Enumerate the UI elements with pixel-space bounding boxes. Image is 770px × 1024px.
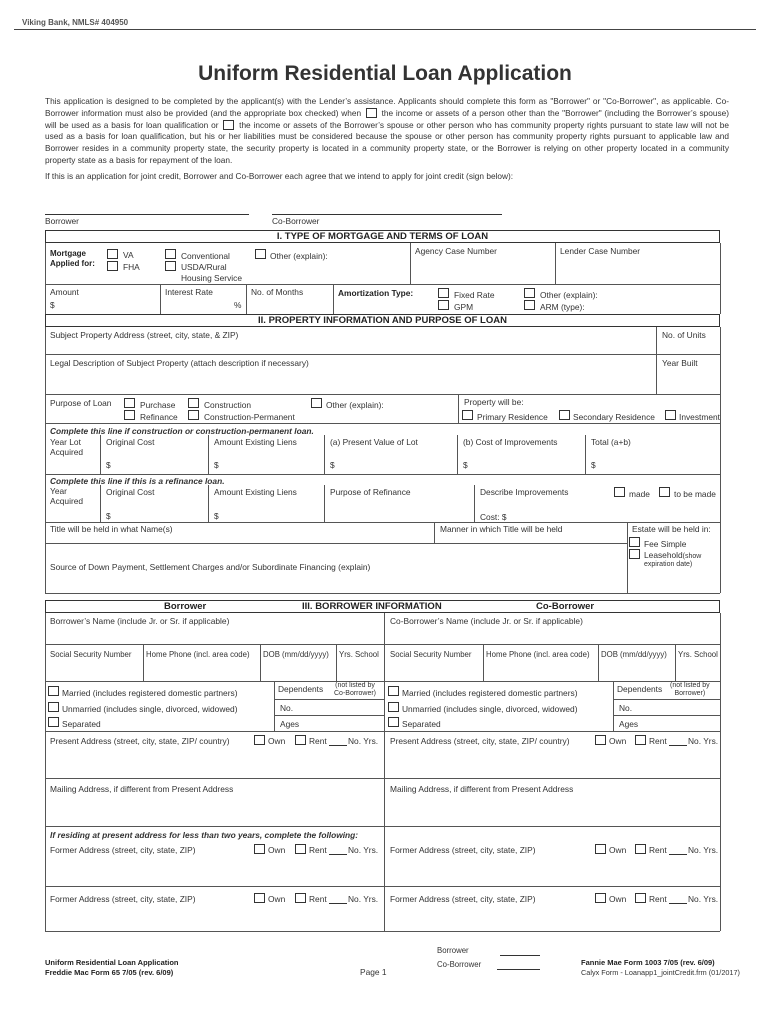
borrower-former-2-rent-label: Rent: [309, 894, 327, 904]
divider: [555, 243, 556, 284]
borrower-former-2-years-line[interactable]: [329, 903, 347, 904]
investment-checkbox[interactable]: [665, 410, 676, 420]
borrower-not-listed-note: [334, 682, 376, 698]
divider: [598, 644, 599, 681]
income-spouse-checkbox[interactable]: [223, 120, 234, 130]
coborrower-former-1-own-label: Own: [609, 845, 627, 855]
leasehold-checkbox[interactable]: [629, 549, 640, 559]
section-1-header: I. TYPE OF MORTGAGE AND TERMS OF LOAN: [45, 230, 720, 243]
divider: [434, 522, 435, 543]
refi-original-cost-label: Original Cost: [106, 487, 155, 497]
divider: [45, 522, 720, 523]
divider: [458, 394, 459, 423]
borrower-unmarried-label: Unmarried (includes single, divorced, widowed): [62, 704, 238, 714]
borrower-ssn-label: Social Security Number: [50, 650, 132, 659]
section-2-header: II. PROPERTY INFORMATION AND PURPOSE OF LOAN: [45, 314, 720, 327]
fee-simple-checkbox[interactable]: [629, 537, 640, 547]
divider: [45, 778, 720, 779]
section-3-coborrower-label: Co-Borrower: [536, 601, 595, 612]
coborrower-married-checkbox[interactable]: [388, 686, 399, 696]
investment-label: Investment: [679, 412, 720, 422]
year-lot-label: [50, 437, 83, 457]
usda-checkbox[interactable]: [165, 261, 176, 271]
made-checkbox[interactable]: [614, 487, 625, 497]
arm-label: ARM (type):: [540, 302, 585, 312]
refinance-note: Complete this line if this is a refinance loan.: [50, 476, 225, 486]
year-acquired-line1: Year: [50, 486, 67, 496]
primary-residence-label: Primary Residence: [477, 412, 548, 422]
divider: [720, 613, 721, 931]
mortgage-other-checkbox[interactable]: [255, 249, 266, 259]
coborrower-former-1-years-line[interactable]: [669, 854, 687, 855]
borrower-signature-line[interactable]: [45, 214, 249, 215]
amort-other-label: Other (explain):: [540, 290, 598, 300]
divider: [45, 394, 720, 395]
divider: [45, 731, 720, 732]
refi-existing-liens-dollar[interactable]: $: [214, 511, 219, 521]
coborrower-present-address-label: Present Address (street, city, state, ZIP/ country): [390, 736, 570, 746]
year-lot-line1: Year Lot: [50, 437, 81, 447]
borrower-not-listed-line2: Co-Borrower): [334, 690, 377, 697]
units-label: No. of Units: [662, 330, 706, 340]
borrower-unmarried-checkbox[interactable]: [48, 702, 59, 712]
divider: [474, 485, 475, 522]
arm-checkbox[interactable]: [524, 300, 535, 310]
coborrower-signature-label: Co-Borrower: [272, 216, 320, 226]
purchase-checkbox[interactable]: [124, 398, 135, 408]
borrower-dob-label: DOB (mm/dd/yyyy): [263, 650, 329, 659]
divider: [45, 327, 46, 593]
coborrower-not-listed-line1: (not listed by: [670, 682, 710, 689]
to-be-made-checkbox[interactable]: [659, 487, 670, 497]
interest-rate-label: Interest Rate: [165, 287, 213, 297]
divider: [208, 485, 209, 522]
coborrower-own-checkbox[interactable]: [595, 735, 606, 745]
coborrower-dob-label: DOB (mm/dd/yyyy): [601, 650, 667, 659]
year-lot-line2: Acquired: [50, 447, 84, 457]
borrower-former-2-years-label: No. Yrs.: [348, 894, 379, 904]
year-acquired-line2: Acquired: [50, 496, 84, 506]
divider: [613, 699, 720, 700]
purchase-label: Purchase: [140, 400, 176, 410]
divider: [336, 644, 337, 681]
coborrower-former-2-own-label: Own: [609, 894, 627, 904]
divider: [274, 715, 384, 716]
amount-label: Amount: [50, 287, 79, 297]
coborrower-former-2-years-line[interactable]: [669, 903, 687, 904]
borrower-former-2-own-checkbox[interactable]: [254, 893, 265, 903]
improvements-cost-label[interactable]: Cost: $: [480, 512, 507, 522]
borrower-signature-label: Borrower: [45, 216, 79, 226]
footer-coborrower-initials-line[interactable]: [497, 969, 540, 970]
purpose-label: Purpose of Loan: [50, 398, 112, 408]
borrower-mailing-address-label: Mailing Address, if different from Present Address: [50, 784, 234, 794]
coborrower-former-1-rent-label: Rent: [649, 845, 667, 855]
coborrower-dependents-ages[interactable]: Ages: [619, 719, 639, 729]
divider: [260, 644, 261, 681]
leasehold-text: Leasehold: [644, 550, 683, 560]
divider: [627, 522, 628, 593]
borrower-own-checkbox[interactable]: [254, 735, 265, 745]
borrower-name-label: Borrower’s Name (include Jr. or Sr. if applicable): [50, 616, 230, 626]
borrower-married-label: Married (includes registered domestic partners): [62, 688, 238, 698]
present-value-dollar[interactable]: $: [330, 460, 335, 470]
footer-fannie-mae: Fannie Mae Form 1003 7/05 (rev. 6/09): [581, 958, 715, 967]
divider: [613, 681, 614, 731]
divider: [45, 423, 720, 424]
construction-label: Construction: [204, 400, 252, 410]
coborrower-former-1-years-label: No. Yrs.: [688, 845, 719, 855]
gpm-label: GPM: [454, 302, 474, 312]
borrower-not-listed-line1: (not listed by: [335, 682, 375, 689]
header-divider: [14, 29, 756, 30]
total-dollar[interactable]: $: [591, 460, 596, 470]
divider: [333, 284, 334, 314]
divider: [457, 435, 458, 475]
borrower-former-address-2-label: Former Address (street, city, state, ZIP): [50, 894, 196, 904]
footer-borrower-initials-label: Borrower: [437, 946, 469, 955]
divider: [160, 284, 161, 314]
divider: [45, 593, 720, 594]
divider: [45, 354, 720, 355]
divider: [720, 327, 721, 593]
divider: [656, 327, 657, 394]
coborrower-name-label: Co-Borrower’s Name (include Jr. or Sr. if applicable): [390, 616, 583, 626]
conventional-label: Conventional: [181, 251, 230, 261]
divider: [274, 699, 384, 700]
conventional-checkbox[interactable]: [165, 249, 176, 259]
borrower-separated-checkbox[interactable]: [48, 717, 59, 727]
mortgage-other-label: Other (explain):: [270, 251, 328, 261]
lender-case-label: Lender Case Number: [560, 246, 641, 256]
months-label: No. of Months: [251, 287, 304, 297]
fixed-rate-checkbox[interactable]: [438, 288, 449, 298]
borrower-dependents-no[interactable]: No.: [280, 703, 294, 713]
divider: [208, 435, 209, 475]
secondary-residence-label: Secondary Residence: [573, 412, 655, 422]
intro-text-1: This application is designed to be completed by the applicant(s) with the Lender’s assistance. Applicants should complete this form as "Borrower" or "Co-Borrower", as applicable. Co-Borrower information must also be provided (and the appropriate box checked) when: [45, 96, 729, 118]
intro-paragraph: [45, 96, 729, 167]
total-label: Total (a+b): [591, 437, 631, 447]
divider: [45, 613, 46, 931]
coborrower-dependents-label: Dependents: [617, 684, 663, 694]
coborrower-former-1-rent-checkbox[interactable]: [635, 844, 646, 854]
purpose-refinance-label: Purpose of Refinance: [330, 487, 411, 497]
footer-form-name: Uniform Residential Loan Application: [45, 958, 179, 967]
cost-improvements-dollar[interactable]: $: [463, 460, 468, 470]
coborrower-former-address-1-label: Former Address (street, city, state, ZIP): [390, 845, 536, 855]
divider: [384, 613, 385, 931]
divider: [720, 243, 721, 314]
refi-original-cost-dollar[interactable]: $: [106, 511, 111, 521]
refi-existing-liens-label: Amount Existing Liens: [214, 487, 297, 497]
borrower-former-1-rent-checkbox[interactable]: [295, 844, 306, 854]
intro-text-2: the income or assets of a person other than the "Borrower" (including the Borrower’s spouse) will be used as a basis for loan qualification or: [45, 107, 730, 130]
footer-calyx-form: Calyx Form - Loanapp1_jointCredit.frm (01/2017): [581, 968, 740, 977]
borrower-former-1-rent-label: Rent: [309, 845, 327, 855]
year-acquired-label: [50, 486, 83, 506]
purpose-other-checkbox[interactable]: [311, 398, 322, 408]
title-names-label: Title will be held in what Name(s): [50, 524, 173, 534]
year-built-label: Year Built: [662, 358, 698, 368]
original-cost-dollar[interactable]: $: [106, 460, 111, 470]
cost-improvements-label: (b) Cost of Improvements: [463, 437, 558, 447]
footer-page-number: Page 1: [360, 967, 387, 977]
describe-improvements-label: Describe Improvements: [480, 487, 569, 497]
housing-service-label: Housing Service: [181, 273, 242, 283]
residing-note: If residing at present address for less than two years, complete the following:: [50, 830, 359, 840]
va-checkbox[interactable]: [107, 249, 118, 259]
borrower-former-1-years-label: No. Yrs.: [348, 845, 379, 855]
leasehold-label: [644, 550, 701, 560]
divider: [45, 931, 720, 932]
footer-borrower-initials-line[interactable]: [500, 955, 540, 956]
divider: [410, 243, 411, 284]
coborrower-yrs-school-label: Yrs. School: [678, 650, 718, 659]
property-will-be-label: Property will be:: [464, 397, 524, 407]
divider: [100, 435, 101, 475]
secondary-residence-checkbox[interactable]: [559, 410, 570, 420]
coborrower-rent-checkbox[interactable]: [635, 735, 646, 745]
divider: [246, 284, 247, 314]
borrower-yrs-school-label: Yrs. School: [339, 650, 379, 659]
source-down-payment-label: Source of Down Payment, Settlement Charges and/or Subordinate Financing (explain): [50, 562, 371, 572]
expiration-date-label: expiration date): [644, 561, 693, 568]
borrower-rent-checkbox[interactable]: [295, 735, 306, 745]
coborrower-former-2-rent-checkbox[interactable]: [635, 893, 646, 903]
borrower-rent-years-line[interactable]: [329, 745, 347, 746]
refinance-label: Refinance: [140, 412, 178, 422]
original-cost-label: Original Cost: [106, 437, 155, 447]
usda-label: USDA/Rural: [181, 262, 227, 272]
coborrower-ssn-label: Social Security Number: [390, 650, 472, 659]
fha-checkbox[interactable]: [107, 261, 118, 271]
divider: [483, 644, 484, 681]
borrower-dependents-ages[interactable]: Ages: [280, 719, 300, 729]
divider: [45, 243, 46, 314]
fixed-rate-label: Fixed Rate: [454, 290, 495, 300]
borrower-dependents-label: Dependents: [278, 684, 324, 694]
construction-checkbox[interactable]: [188, 398, 199, 408]
present-value-label: (a) Present Value of Lot: [330, 437, 418, 447]
borrower-former-2-rent-checkbox[interactable]: [295, 893, 306, 903]
intro-text-3: the income or assets of the Borrower’s spouse or other person who has community property rights pursuant to state law will not be used as a basis for loan qualification, but his or her liabilities must be considered because the spouse or other person has community property rights pursuant to applicable law and Borrower resides in a community property state, the security property is located in a community property state, or the Borrower is relying on other property located in a community property state as a basis for repayment of the loan.: [45, 119, 729, 165]
purpose-other-label: Other (explain):: [326, 400, 384, 410]
divider: [613, 715, 720, 716]
fha-label: FHA: [123, 262, 140, 272]
leasehold-show: (show: [682, 553, 702, 560]
gpm-checkbox[interactable]: [438, 300, 449, 310]
coborrower-unmarried-label: Unmarried (includes single, divorced, widowed): [402, 704, 578, 714]
fee-simple-label: Fee Simple: [644, 539, 687, 549]
coborrower-former-1-own-checkbox[interactable]: [595, 844, 606, 854]
amort-other-checkbox[interactable]: [524, 288, 535, 298]
coborrower-former-address-2-label: Former Address (street, city, state, ZIP): [390, 894, 536, 904]
refinance-checkbox[interactable]: [124, 410, 135, 420]
coborrower-not-listed-note: [670, 682, 710, 698]
divider: [143, 644, 144, 681]
borrower-present-address-label: Present Address (street, city, state, ZIP/ country): [50, 736, 230, 746]
mortgage-label-line1: Mortgage: [50, 249, 86, 258]
section-3-borrower-label: Borrower: [164, 601, 207, 612]
page-title: Uniform Residential Loan Application: [198, 62, 572, 85]
coborrower-rent-label: Rent: [649, 736, 667, 746]
subject-address-label: Subject Property Address (street, city, state, & ZIP): [50, 330, 239, 340]
coborrower-mailing-address-label: Mailing Address, if different from Present Address: [390, 784, 574, 794]
divider: [100, 485, 101, 522]
to-be-made-label: to be made: [674, 489, 716, 499]
coborrower-former-2-years-label: No. Yrs.: [688, 894, 719, 904]
estate-label: Estate will be held in:: [632, 524, 711, 534]
section-3-title: III. BORROWER INFORMATION: [302, 601, 442, 612]
existing-liens-label: Amount Existing Liens: [214, 437, 297, 447]
coborrower-separated-checkbox[interactable]: [388, 717, 399, 727]
va-label: VA: [123, 250, 134, 260]
divider: [45, 543, 627, 544]
borrower-phone-label: Home Phone (incl. area code): [146, 650, 250, 659]
borrower-former-1-years-line[interactable]: [329, 854, 347, 855]
coborrower-rent-years-line[interactable]: [669, 745, 687, 746]
agency-case-label: Agency Case Number: [415, 246, 497, 256]
amortization-label: Amortization Type:: [338, 288, 414, 298]
coborrower-not-listed-line2: Borrower): [674, 690, 706, 697]
divider: [675, 644, 676, 681]
divider: [324, 435, 325, 475]
divider: [45, 644, 720, 645]
construction-note: Complete this line if construction or construction-permanent loan.: [50, 426, 314, 436]
footer-freddie-mac: Freddie Mac Form 65 7/05 (rev. 6/09): [45, 968, 174, 977]
coborrower-years-label: No. Yrs.: [688, 736, 719, 746]
amount-dollar[interactable]: $: [50, 300, 55, 310]
borrower-own-label: Own: [268, 736, 286, 746]
coborrower-own-label: Own: [609, 736, 627, 746]
divider: [45, 681, 720, 682]
existing-liens-dollar[interactable]: $: [214, 460, 219, 470]
coborrower-former-2-rent-label: Rent: [649, 894, 667, 904]
divider: [45, 474, 720, 475]
divider: [585, 435, 586, 475]
made-label: made: [629, 489, 650, 499]
mortgage-label-line2: Applied for:: [50, 259, 95, 268]
coborrower-married-label: Married (includes registered domestic partners): [402, 688, 578, 698]
borrower-former-2-own-label: Own: [268, 894, 286, 904]
coborrower-former-2-own-checkbox[interactable]: [595, 893, 606, 903]
divider: [45, 284, 720, 285]
borrower-former-1-own-checkbox[interactable]: [254, 844, 265, 854]
interest-percent[interactable]: %: [234, 300, 242, 310]
borrower-rent-label: Rent: [309, 736, 327, 746]
divider: [45, 886, 720, 887]
joint-credit-text: If this is an application for joint credit, Borrower and Co-Borrower each agree that we intend to apply for joint credit (sign below):: [45, 171, 514, 181]
borrower-former-address-1-label: Former Address (street, city, state, ZIP): [50, 845, 196, 855]
construction-perm-label: Construction-Permanent: [204, 412, 295, 422]
mortgage-applied-label: [50, 249, 95, 269]
divider: [324, 485, 325, 522]
footer-coborrower-initials-label: Co-Borrower: [437, 960, 482, 969]
borrower-separated-label: Separated: [62, 719, 101, 729]
coborrower-phone-label: Home Phone (incl. area code): [486, 650, 590, 659]
primary-residence-checkbox[interactable]: [462, 410, 473, 420]
borrower-years-label: No. Yrs.: [348, 736, 379, 746]
construction-perm-checkbox[interactable]: [188, 410, 199, 420]
coborrower-unmarried-checkbox[interactable]: [388, 702, 399, 712]
legal-description-label: Legal Description of Subject Property (attach description if necessary): [50, 358, 309, 368]
income-other-checkbox[interactable]: [366, 108, 377, 118]
divider: [274, 681, 275, 731]
bank-name: Viking Bank, NMLS# 404950: [22, 18, 129, 27]
coborrower-separated-label: Separated: [402, 719, 441, 729]
manner-title-label: Manner in which Title will be held: [440, 524, 563, 534]
coborrower-dependents-no[interactable]: No.: [619, 703, 633, 713]
borrower-married-checkbox[interactable]: [48, 686, 59, 696]
coborrower-signature-line[interactable]: [272, 214, 502, 215]
divider: [45, 826, 720, 827]
borrower-former-1-own-label: Own: [268, 845, 286, 855]
